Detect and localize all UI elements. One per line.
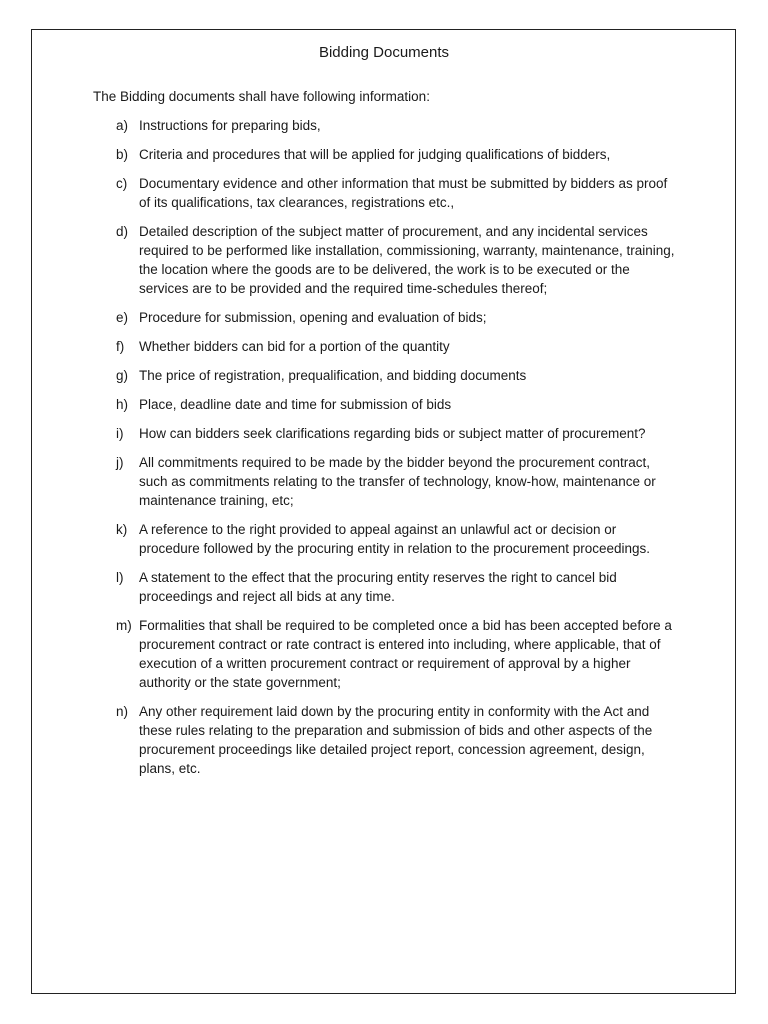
list-marker: m) — [116, 618, 132, 633]
list-marker: c) — [116, 176, 128, 191]
list-item-text: Detailed description of the subject matter of procurement, and any incidental services required to be performed like installation, commissioning, warranty, maintenance, training, the location where the goods are to be delivered, the work is to be executed or the services are to be provided and the required time-schedules thereof; — [139, 224, 675, 296]
list-item — [116, 395, 676, 414]
list-marker: g) — [116, 368, 129, 383]
list-marker: n) — [116, 704, 129, 719]
list-marker: a) — [116, 118, 129, 133]
requirements-list — [116, 116, 676, 788]
list-item-text: Formalities that shall be required to be completed once a bid has been accepted before a procurement contract or rate contract is entered into including, where applicable, that of execution of a written procurement contract or requirement of approval by a higher authority or the state government; — [139, 618, 672, 690]
list-marker: h) — [116, 397, 129, 412]
list-item-text: Place, deadline date and time for submission of bids — [139, 397, 452, 412]
list-marker: k) — [116, 522, 128, 537]
list-item-text: A reference to the right provided to appeal against an unlawful act or decision or procedure followed by the procuring entity in relation to the procurement proceedings. — [139, 522, 651, 556]
list-marker: f) — [116, 339, 125, 354]
list-item-text: Any other requirement laid down by the procuring entity in conformity with the Act and these rules relating to the preparation and submission of bids and other aspects of the procurement proceedings like detailed project report, concession agreement, design, plans, etc. — [139, 704, 653, 776]
list-item-text: How can bidders seek clarifications regarding bids or subject matter of procurement? — [139, 426, 646, 441]
list-item — [116, 424, 676, 443]
list-item-text: All commitments required to be made by the bidder beyond the procurement contract, such as commitments relating to the transfer of technology, know-how, maintenance or maintenance training, etc; — [139, 455, 656, 508]
list-marker: i) — [116, 426, 124, 441]
list-marker: d) — [116, 224, 129, 239]
list-item-text: Procedure for submission, opening and evaluation of bids; — [139, 310, 487, 325]
list-item-text: The price of registration, prequalification, and bidding documents — [139, 368, 527, 383]
list-item — [116, 337, 676, 356]
list-item — [116, 702, 676, 778]
list-item — [116, 308, 676, 327]
list-item — [116, 453, 676, 510]
list-marker: j) — [116, 455, 124, 470]
list-item — [116, 366, 676, 385]
list-item — [116, 568, 676, 606]
list-marker: l) — [116, 570, 124, 585]
list-item-text: A statement to the effect that the procuring entity reserves the right to cancel bid proceedings and reject all bids at any time. — [139, 570, 617, 604]
list-item — [116, 222, 676, 298]
list-item — [116, 116, 676, 135]
document-title: Bidding Documents — [318, 44, 450, 61]
list-item — [116, 616, 676, 692]
list-item — [116, 174, 676, 212]
list-item-text: Documentary evidence and other information that must be submitted by bidders as proof of its qualifications, tax clearances, registrations etc., — [139, 176, 668, 210]
list-marker: b) — [116, 147, 129, 162]
list-item-text: Instructions for preparing bids, — [139, 118, 321, 133]
list-marker: e) — [116, 310, 129, 325]
list-item — [116, 145, 676, 164]
list-item-text: Whether bidders can bid for a portion of the quantity — [139, 339, 450, 354]
intro-paragraph: The Bidding documents shall have following information: — [93, 89, 430, 104]
list-item — [116, 520, 676, 558]
list-item-text: Criteria and procedures that will be applied for judging qualifications of bidders, — [139, 147, 611, 162]
